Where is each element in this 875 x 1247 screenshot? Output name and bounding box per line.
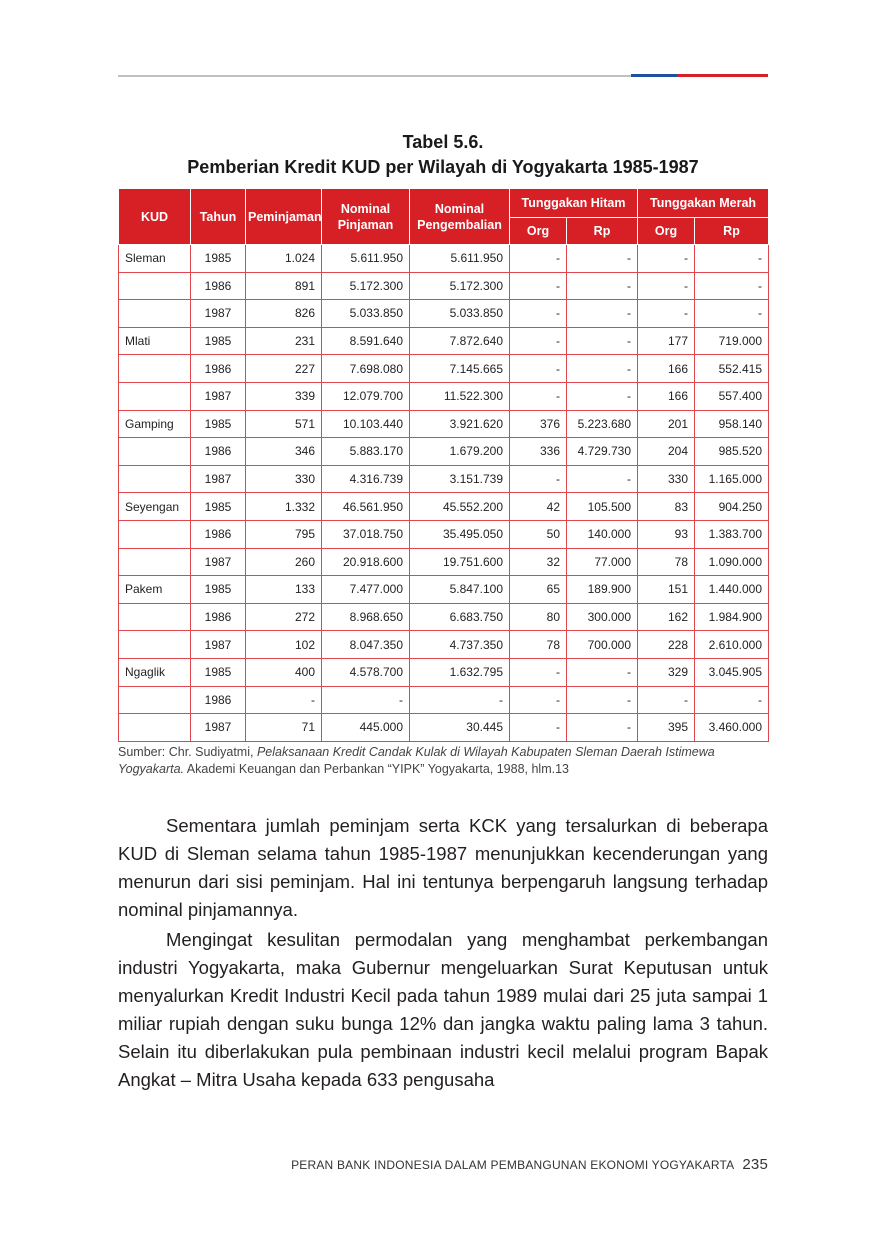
cell-kud (119, 382, 191, 410)
cell-nominal-pengembalian: 11.522.300 (410, 382, 510, 410)
cell-merah-rp: 1.383.700 (695, 520, 769, 548)
cell-nominal-pinjaman: 20.918.600 (322, 548, 410, 576)
cell-hitam-rp: - (567, 327, 638, 355)
cell-nominal-pengembalian: 6.683.750 (410, 603, 510, 631)
cell-tahun: 1987 (191, 714, 246, 742)
cell-merah-rp: - (695, 272, 769, 300)
cell-hitam-org: - (510, 714, 567, 742)
table-row (119, 382, 769, 410)
cell-merah-org: 166 (638, 355, 695, 383)
cell-tahun: 1986 (191, 686, 246, 714)
cell-tahun: 1985 (191, 493, 246, 521)
cell-merah-org: 151 (638, 576, 695, 604)
cell-nominal-pinjaman: 5.611.950 (322, 245, 410, 273)
cell-merah-org: 395 (638, 714, 695, 742)
table-row (119, 245, 769, 273)
body-paragraph: Sementara jumlah peminjam serta KCK yang tersalurkan di beberapa KUD di Sleman selama tahun 1985-1987 menunjukkan kecenderungan yang menurun dari sisi peminjam. Hal ini tentunya berpengaruh langsung terhadap nominal pinjamannya. (118, 815, 768, 920)
cell-hitam-org: 78 (510, 631, 567, 659)
cell-peminjaman: - (246, 686, 322, 714)
cell-nominal-pengembalian: 1.632.795 (410, 658, 510, 686)
cell-nominal-pinjaman: 8.968.650 (322, 603, 410, 631)
cell-hitam-org: - (510, 300, 567, 328)
cell-hitam-rp: 189.900 (567, 576, 638, 604)
cell-nominal-pengembalian: 5.033.850 (410, 300, 510, 328)
table-row (119, 520, 769, 548)
table-row (119, 327, 769, 355)
cell-kud (119, 355, 191, 383)
cell-kud (119, 520, 191, 548)
cell-merah-org: 329 (638, 658, 695, 686)
cell-tahun: 1987 (191, 465, 246, 493)
cell-tahun: 1987 (191, 300, 246, 328)
cell-peminjaman: 891 (246, 272, 322, 300)
cell-hitam-rp: - (567, 272, 638, 300)
cell-peminjaman: 346 (246, 438, 322, 466)
cell-tahun: 1986 (191, 603, 246, 631)
cell-hitam-org: 65 (510, 576, 567, 604)
header-rule (118, 74, 768, 77)
cell-nominal-pinjaman: - (322, 686, 410, 714)
cell-tahun: 1986 (191, 520, 246, 548)
cell-nominal-pengembalian: 35.495.050 (410, 520, 510, 548)
table-row (119, 714, 769, 742)
cell-kud (119, 465, 191, 493)
cell-tahun: 1987 (191, 382, 246, 410)
cell-merah-org: - (638, 686, 695, 714)
col-header-merah-rp: Rp (695, 218, 769, 245)
cell-kud (119, 714, 191, 742)
cell-peminjaman: 400 (246, 658, 322, 686)
cell-merah-rp: 2.610.000 (695, 631, 769, 659)
table-row (119, 438, 769, 466)
col-header-tunggakan-hitam: Tunggakan Hitam (510, 189, 638, 218)
cell-nominal-pengembalian: 7.145.665 (410, 355, 510, 383)
cell-hitam-rp: 77.000 (567, 548, 638, 576)
cell-hitam-rp: 140.000 (567, 520, 638, 548)
cell-nominal-pengembalian: 5.611.950 (410, 245, 510, 273)
cell-kud (119, 300, 191, 328)
table-row (119, 686, 769, 714)
cell-tahun: 1986 (191, 355, 246, 383)
table-row (119, 603, 769, 631)
source-suffix: Akademi Keuangan dan Perbankan “YIPK” Yogyakarta, 1988, hlm.13 (184, 762, 570, 776)
cell-merah-org: 330 (638, 465, 695, 493)
table-row (119, 355, 769, 383)
header-rule-blue (631, 74, 677, 77)
cell-hitam-rp: 5.223.680 (567, 410, 638, 438)
cell-merah-rp: 552.415 (695, 355, 769, 383)
col-header-merah-org: Org (638, 218, 695, 245)
body-paragraph: Mengingat kesulitan permodalan yang menghambat perkembangan industri Yogyakarta, maka Gubernur mengeluarkan Surat Keputusan untuk menyalurkan Kredit Industri Kecil pada tahun 1989 mulai dari 25 juta sampai 1 miliar rupiah dengan suku bunga 12% dan jangka waktu paling lama 3 tahun. Selain itu diberlakukan pula pembinaan industri kecil melalui program Bapak Angkat – Mitra Usaha kepada 633 pengusaha (118, 929, 768, 1090)
cell-merah-rp: - (695, 300, 769, 328)
cell-merah-org: - (638, 300, 695, 328)
cell-hitam-org: - (510, 382, 567, 410)
cell-merah-rp: 557.400 (695, 382, 769, 410)
cell-tahun: 1985 (191, 576, 246, 604)
cell-merah-rp: 719.000 (695, 327, 769, 355)
cell-hitam-rp: 105.500 (567, 493, 638, 521)
cell-nominal-pinjaman: 8.591.640 (322, 327, 410, 355)
cell-peminjaman: 795 (246, 520, 322, 548)
cell-kud (119, 603, 191, 631)
col-header-tunggakan-merah: Tunggakan Merah (638, 189, 769, 218)
cell-nominal-pinjaman: 7.698.080 (322, 355, 410, 383)
cell-hitam-rp: - (567, 686, 638, 714)
cell-tahun: 1986 (191, 272, 246, 300)
cell-nominal-pinjaman: 5.033.850 (322, 300, 410, 328)
cell-tahun: 1985 (191, 410, 246, 438)
cell-merah-org: 78 (638, 548, 695, 576)
table-source (118, 744, 768, 778)
credit-table (118, 188, 769, 742)
cell-hitam-org: - (510, 465, 567, 493)
cell-nominal-pinjaman: 10.103.440 (322, 410, 410, 438)
cell-hitam-org: 336 (510, 438, 567, 466)
source-prefix: Sumber: Chr. Sudiyatmi, (118, 745, 257, 759)
running-title: PERAN BANK INDONESIA DALAM PEMBANGUNAN EKONOMI YOGYAKARTA (291, 1158, 735, 1172)
cell-merah-org: 166 (638, 382, 695, 410)
cell-merah-org: - (638, 245, 695, 273)
cell-hitam-rp: 300.000 (567, 603, 638, 631)
table-title: Pemberian Kredit KUD per Wilayah di Yogyakarta 1985-1987 (187, 157, 699, 177)
table-row (119, 631, 769, 659)
cell-merah-rp: - (695, 686, 769, 714)
page-footer (291, 1156, 768, 1173)
cell-merah-org: 93 (638, 520, 695, 548)
cell-hitam-rp: - (567, 382, 638, 410)
cell-hitam-org: - (510, 245, 567, 273)
cell-merah-org: 201 (638, 410, 695, 438)
cell-hitam-org: 80 (510, 603, 567, 631)
table-row (119, 272, 769, 300)
cell-nominal-pinjaman: 5.883.170 (322, 438, 410, 466)
cell-kud: Pakem (119, 576, 191, 604)
cell-nominal-pengembalian: - (410, 686, 510, 714)
header-rule-red (677, 74, 768, 77)
cell-hitam-org: - (510, 272, 567, 300)
cell-hitam-rp: - (567, 465, 638, 493)
col-header-peminjaman: Peminjaman (246, 189, 322, 245)
cell-peminjaman: 133 (246, 576, 322, 604)
cell-merah-rp: 904.250 (695, 493, 769, 521)
cell-hitam-org: - (510, 355, 567, 383)
header-rule-gray (118, 75, 631, 77)
cell-nominal-pinjaman: 4.578.700 (322, 658, 410, 686)
cell-nominal-pengembalian: 5.172.300 (410, 272, 510, 300)
cell-peminjaman: 826 (246, 300, 322, 328)
cell-hitam-org: 50 (510, 520, 567, 548)
cell-nominal-pinjaman: 5.172.300 (322, 272, 410, 300)
col-header-nominal-pengembalian: Nominal Pengembalian (410, 189, 510, 245)
cell-merah-org: - (638, 272, 695, 300)
cell-merah-rp: 1.090.000 (695, 548, 769, 576)
cell-peminjaman: 227 (246, 355, 322, 383)
col-header-hitam-rp: Rp (567, 218, 638, 245)
table-row (119, 410, 769, 438)
table-row (119, 300, 769, 328)
cell-kud (119, 686, 191, 714)
cell-peminjaman: 71 (246, 714, 322, 742)
cell-peminjaman: 339 (246, 382, 322, 410)
table-row (119, 576, 769, 604)
cell-kud (119, 631, 191, 659)
cell-peminjaman: 330 (246, 465, 322, 493)
cell-hitam-rp: - (567, 300, 638, 328)
cell-hitam-org: - (510, 686, 567, 714)
cell-hitam-rp: - (567, 355, 638, 383)
cell-peminjaman: 1.024 (246, 245, 322, 273)
cell-merah-org: 83 (638, 493, 695, 521)
cell-hitam-org: 42 (510, 493, 567, 521)
cell-peminjaman: 102 (246, 631, 322, 659)
cell-nominal-pengembalian: 45.552.200 (410, 493, 510, 521)
cell-tahun: 1985 (191, 658, 246, 686)
cell-merah-rp: 3.460.000 (695, 714, 769, 742)
cell-nominal-pinjaman: 445.000 (322, 714, 410, 742)
table-body (119, 245, 769, 742)
cell-nominal-pinjaman: 46.561.950 (322, 493, 410, 521)
cell-tahun: 1987 (191, 631, 246, 659)
col-header-kud: KUD (119, 189, 191, 245)
cell-hitam-org: 376 (510, 410, 567, 438)
cell-kud: Ngaglik (119, 658, 191, 686)
cell-nominal-pinjaman: 12.079.700 (322, 382, 410, 410)
cell-kud: Seyengan (119, 493, 191, 521)
cell-hitam-org: 32 (510, 548, 567, 576)
cell-nominal-pinjaman: 7.477.000 (322, 576, 410, 604)
table-row (119, 548, 769, 576)
cell-merah-org: 177 (638, 327, 695, 355)
cell-merah-rp: 1.440.000 (695, 576, 769, 604)
cell-nominal-pengembalian: 7.872.640 (410, 327, 510, 355)
cell-kud: Sleman (119, 245, 191, 273)
cell-nominal-pengembalian: 3.921.620 (410, 410, 510, 438)
cell-merah-rp: 3.045.905 (695, 658, 769, 686)
cell-merah-rp: 1.984.900 (695, 603, 769, 631)
cell-peminjaman: 571 (246, 410, 322, 438)
cell-nominal-pengembalian: 3.151.739 (410, 465, 510, 493)
cell-peminjaman: 272 (246, 603, 322, 631)
cell-nominal-pengembalian: 4.737.350 (410, 631, 510, 659)
cell-kud (119, 438, 191, 466)
cell-kud (119, 548, 191, 576)
cell-hitam-rp: - (567, 245, 638, 273)
table-row (119, 493, 769, 521)
cell-kud: Gamping (119, 410, 191, 438)
cell-merah-rp: - (695, 245, 769, 273)
table-number: Tabel 5.6. (402, 132, 484, 152)
cell-peminjaman: 1.332 (246, 493, 322, 521)
cell-nominal-pengembalian: 1.679.200 (410, 438, 510, 466)
cell-hitam-rp: - (567, 714, 638, 742)
cell-merah-org: 162 (638, 603, 695, 631)
cell-peminjaman: 260 (246, 548, 322, 576)
cell-merah-org: 228 (638, 631, 695, 659)
cell-hitam-rp: 700.000 (567, 631, 638, 659)
table-row (119, 465, 769, 493)
cell-nominal-pengembalian: 30.445 (410, 714, 510, 742)
cell-merah-rp: 1.165.000 (695, 465, 769, 493)
cell-nominal-pinjaman: 37.018.750 (322, 520, 410, 548)
cell-hitam-rp: - (567, 658, 638, 686)
cell-merah-rp: 985.520 (695, 438, 769, 466)
table-row (119, 658, 769, 686)
cell-nominal-pinjaman: 8.047.350 (322, 631, 410, 659)
page-number: 235 (742, 1156, 768, 1173)
cell-tahun: 1985 (191, 245, 246, 273)
cell-hitam-org: - (510, 327, 567, 355)
cell-nominal-pengembalian: 19.751.600 (410, 548, 510, 576)
cell-nominal-pengembalian: 5.847.100 (410, 576, 510, 604)
cell-kud (119, 272, 191, 300)
cell-merah-rp: 958.140 (695, 410, 769, 438)
cell-tahun: 1985 (191, 327, 246, 355)
cell-kud: Mlati (119, 327, 191, 355)
col-header-nominal-pinjaman: Nominal Pinjaman (322, 189, 410, 245)
cell-merah-org: 204 (638, 438, 695, 466)
cell-peminjaman: 231 (246, 327, 322, 355)
cell-nominal-pinjaman: 4.316.739 (322, 465, 410, 493)
cell-hitam-org: - (510, 658, 567, 686)
cell-tahun: 1987 (191, 548, 246, 576)
cell-hitam-rp: 4.729.730 (567, 438, 638, 466)
table-caption (118, 130, 768, 180)
source-title: Pelaksanaan Kredit Candak Kulak di Wilayah Kabupaten Sleman Daerah Istimewa Yogyakarta. (118, 745, 715, 776)
col-header-tahun: Tahun (191, 189, 246, 245)
cell-tahun: 1986 (191, 438, 246, 466)
col-header-hitam-org: Org (510, 218, 567, 245)
